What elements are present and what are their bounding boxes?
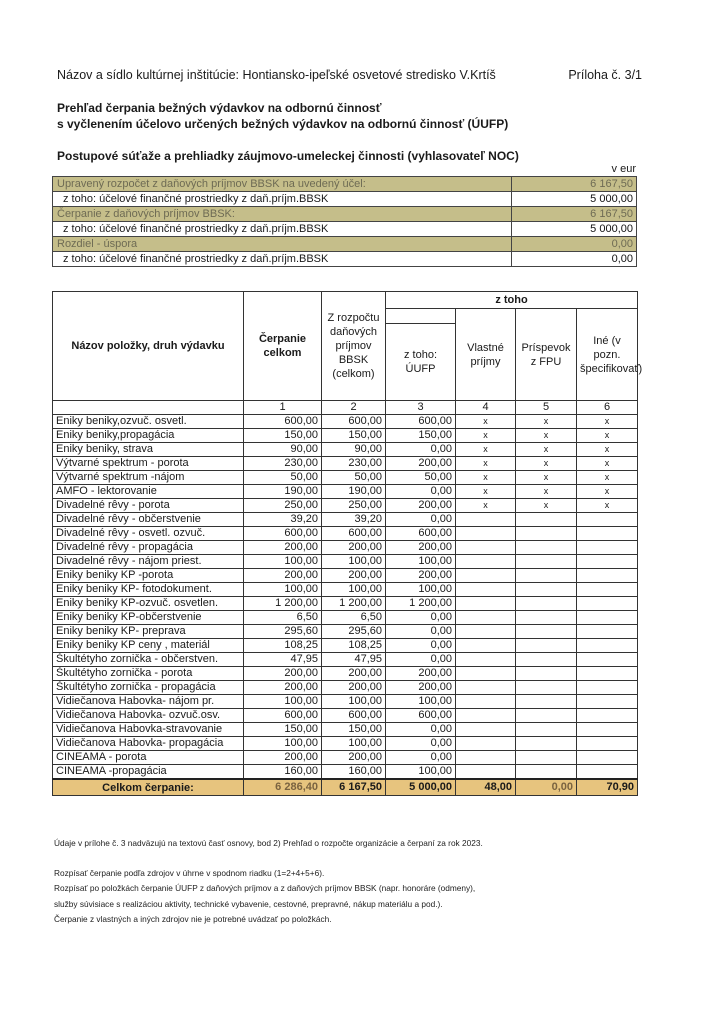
column-header-uufp: z toho: ÚUFP bbox=[386, 324, 456, 401]
total-amount: 6 286,40 bbox=[244, 779, 322, 796]
item-bbsk: 150,00 bbox=[322, 429, 386, 443]
table-row bbox=[53, 751, 638, 765]
item-uufp: 0,00 bbox=[386, 737, 456, 751]
item-uufp: 600,00 bbox=[386, 415, 456, 429]
item-own bbox=[456, 709, 516, 723]
item-other: x bbox=[577, 499, 638, 513]
item-total: 295,60 bbox=[244, 625, 322, 639]
table-row bbox=[53, 597, 638, 611]
item-own bbox=[456, 555, 516, 569]
item-own bbox=[456, 611, 516, 625]
table-row bbox=[53, 611, 638, 625]
item-bbsk: 200,00 bbox=[322, 681, 386, 695]
item-bbsk: 250,00 bbox=[322, 499, 386, 513]
summary-row bbox=[53, 192, 637, 207]
item-fpu bbox=[516, 541, 577, 555]
document-title-line-1: Prehľad čerpania bežných výdavkov na odbornú činnosť bbox=[57, 101, 382, 115]
item-other bbox=[577, 723, 638, 737]
document-subtitle: Postupové súťaže a prehliadky záujmovo-umeleckej činnosti (vyhlasovateľ NOC) bbox=[57, 149, 519, 163]
item-fpu bbox=[516, 597, 577, 611]
item-fpu: x bbox=[516, 457, 577, 471]
column-index: 6 bbox=[577, 401, 638, 415]
item-total: 200,00 bbox=[244, 751, 322, 765]
item-name: Eniky beniky KP-ozvuč. osvetlen. bbox=[53, 597, 244, 611]
column-index: 2 bbox=[322, 401, 386, 415]
column-header-fpu: Príspevok z FPU bbox=[516, 309, 577, 401]
table-row bbox=[53, 471, 638, 485]
item-bbsk: 1 200,00 bbox=[322, 597, 386, 611]
item-name: Divadelné rêvy - porota bbox=[53, 499, 244, 513]
item-uufp: 0,00 bbox=[386, 723, 456, 737]
item-total: 230,00 bbox=[244, 457, 322, 471]
table-row bbox=[53, 527, 638, 541]
item-own bbox=[456, 597, 516, 611]
total-label: Celkom čerpanie: bbox=[53, 779, 244, 796]
item-total: 6,50 bbox=[244, 611, 322, 625]
item-other bbox=[577, 513, 638, 527]
summary-row bbox=[53, 252, 637, 267]
item-total: 600,00 bbox=[244, 709, 322, 723]
currency-unit: v eur bbox=[611, 163, 636, 175]
item-other bbox=[577, 737, 638, 751]
item-name: AMFO - lektorovanie bbox=[53, 485, 244, 499]
note-1: Údaje v prílohe č. 3 nadväzujú na textovú časť osnovy, bod 2) Prehľad o rozpočte organizácie a čerpaní za rok 2023. bbox=[54, 838, 483, 848]
item-own bbox=[456, 583, 516, 597]
item-total: 50,00 bbox=[244, 471, 322, 485]
summary-value: 6 167,50 bbox=[512, 177, 637, 192]
column-index: 1 bbox=[244, 401, 322, 415]
item-name: Divadelné rêvy - nájom priest. bbox=[53, 555, 244, 569]
item-total: 100,00 bbox=[244, 695, 322, 709]
item-name: Eniky beniky KP ceny , materiál bbox=[53, 639, 244, 653]
item-own: x bbox=[456, 415, 516, 429]
item-own bbox=[456, 639, 516, 653]
item-uufp: 0,00 bbox=[386, 639, 456, 653]
item-name: Divadelné rêvy - osvetl. ozvuč. bbox=[53, 527, 244, 541]
summary-label: Rozdiel - úspora bbox=[53, 237, 512, 252]
summary-value: 5 000,00 bbox=[512, 222, 637, 237]
item-uufp: 0,00 bbox=[386, 751, 456, 765]
institution-name: Názov a sídlo kultúrnej inštitúcie: Hontiansko-ipeľské osvetové stredisko V.Krtíš bbox=[57, 68, 496, 82]
item-other bbox=[577, 751, 638, 765]
table-row bbox=[53, 695, 638, 709]
item-total: 100,00 bbox=[244, 583, 322, 597]
item-uufp: 100,00 bbox=[386, 555, 456, 569]
summary-value: 6 167,50 bbox=[512, 207, 637, 222]
item-uufp: 200,00 bbox=[386, 667, 456, 681]
item-fpu bbox=[516, 611, 577, 625]
item-other bbox=[577, 569, 638, 583]
summary-label: Čerpanie z daňových príjmov BBSK: bbox=[53, 207, 512, 222]
item-fpu bbox=[516, 639, 577, 653]
item-other: x bbox=[577, 457, 638, 471]
item-uufp: 0,00 bbox=[386, 611, 456, 625]
table-row bbox=[53, 443, 638, 457]
item-bbsk: 600,00 bbox=[322, 709, 386, 723]
item-name: Eniky beniky KP- fotodokument. bbox=[53, 583, 244, 597]
total-uufp: 5 000,00 bbox=[386, 779, 456, 796]
item-name: Vidiečanova Habovka- propagácia bbox=[53, 737, 244, 751]
table-row bbox=[53, 765, 638, 780]
item-uufp: 0,00 bbox=[386, 485, 456, 499]
table-row bbox=[53, 457, 638, 471]
item-name: Vidiečanova Habovka-stravovanie bbox=[53, 723, 244, 737]
item-fpu bbox=[516, 527, 577, 541]
item-other bbox=[577, 583, 638, 597]
item-fpu bbox=[516, 583, 577, 597]
column-header-name: Názov položky, druh výdavku bbox=[53, 292, 244, 401]
column-index: 5 bbox=[516, 401, 577, 415]
item-fpu: x bbox=[516, 485, 577, 499]
item-name: Eniky beniky,propagácia bbox=[53, 429, 244, 443]
item-other: x bbox=[577, 429, 638, 443]
item-bbsk: 6,50 bbox=[322, 611, 386, 625]
table-row bbox=[53, 723, 638, 737]
item-name: Škultétyho zornička - porota bbox=[53, 667, 244, 681]
item-uufp: 200,00 bbox=[386, 569, 456, 583]
item-uufp: 0,00 bbox=[386, 443, 456, 457]
column-index bbox=[53, 401, 244, 415]
item-bbsk: 160,00 bbox=[322, 765, 386, 780]
item-uufp: 150,00 bbox=[386, 429, 456, 443]
note-3: Rozpísať po položkách čerpanie ÚUFP z daňových príjmov a z daňových príjmov BBSK (napr. honoráre (odmeny), bbox=[54, 883, 476, 893]
item-total: 200,00 bbox=[244, 541, 322, 555]
item-name: Eniky beniky, strava bbox=[53, 443, 244, 457]
column-index: 3 bbox=[386, 401, 456, 415]
item-total: 190,00 bbox=[244, 485, 322, 499]
item-other bbox=[577, 611, 638, 625]
item-other bbox=[577, 667, 638, 681]
item-own: x bbox=[456, 499, 516, 513]
item-name: Eniky beniky KP -porota bbox=[53, 569, 244, 583]
item-fpu bbox=[516, 723, 577, 737]
item-own bbox=[456, 723, 516, 737]
item-uufp: 100,00 bbox=[386, 583, 456, 597]
item-other bbox=[577, 681, 638, 695]
table-row bbox=[53, 555, 638, 569]
item-total: 200,00 bbox=[244, 681, 322, 695]
item-fpu bbox=[516, 625, 577, 639]
item-other bbox=[577, 639, 638, 653]
item-bbsk: 190,00 bbox=[322, 485, 386, 499]
table-row bbox=[53, 485, 638, 499]
item-bbsk: 200,00 bbox=[322, 667, 386, 681]
summary-value: 0,00 bbox=[512, 237, 637, 252]
item-total: 100,00 bbox=[244, 737, 322, 751]
item-other bbox=[577, 653, 638, 667]
item-bbsk: 295,60 bbox=[322, 625, 386, 639]
total-bbsk: 6 167,50 bbox=[322, 779, 386, 796]
item-fpu: x bbox=[516, 429, 577, 443]
item-other bbox=[577, 527, 638, 541]
item-own bbox=[456, 765, 516, 780]
item-own bbox=[456, 653, 516, 667]
item-own bbox=[456, 541, 516, 555]
item-uufp: 200,00 bbox=[386, 681, 456, 695]
item-uufp: 600,00 bbox=[386, 527, 456, 541]
item-bbsk: 100,00 bbox=[322, 555, 386, 569]
summary-value: 0,00 bbox=[512, 252, 637, 267]
item-bbsk: 200,00 bbox=[322, 541, 386, 555]
expenditure-table bbox=[52, 291, 643, 796]
column-header-z-toho: z toho bbox=[386, 292, 638, 309]
item-fpu bbox=[516, 765, 577, 780]
item-bbsk: 100,00 bbox=[322, 737, 386, 751]
table-row bbox=[53, 569, 638, 583]
item-own: x bbox=[456, 443, 516, 457]
item-bbsk: 50,00 bbox=[322, 471, 386, 485]
item-name: CINEAMA - porota bbox=[53, 751, 244, 765]
summary-row bbox=[53, 222, 637, 237]
item-uufp: 100,00 bbox=[386, 695, 456, 709]
item-total: 150,00 bbox=[244, 429, 322, 443]
item-own bbox=[456, 625, 516, 639]
item-total: 600,00 bbox=[244, 527, 322, 541]
table-row bbox=[53, 667, 638, 681]
table-row bbox=[53, 541, 638, 555]
item-total: 600,00 bbox=[244, 415, 322, 429]
column-index-row bbox=[53, 401, 638, 415]
table-row bbox=[53, 625, 638, 639]
item-own: x bbox=[456, 457, 516, 471]
item-total: 39,20 bbox=[244, 513, 322, 527]
item-uufp: 50,00 bbox=[386, 471, 456, 485]
summary-row bbox=[53, 207, 637, 222]
item-bbsk: 600,00 bbox=[322, 415, 386, 429]
item-bbsk: 200,00 bbox=[322, 751, 386, 765]
item-bbsk: 200,00 bbox=[322, 569, 386, 583]
item-total: 160,00 bbox=[244, 765, 322, 780]
item-bbsk: 90,00 bbox=[322, 443, 386, 457]
item-other bbox=[577, 765, 638, 780]
item-uufp: 100,00 bbox=[386, 765, 456, 780]
item-name: Vidiečanova Habovka- ozvuč.osv. bbox=[53, 709, 244, 723]
item-own: x bbox=[456, 429, 516, 443]
item-own: x bbox=[456, 485, 516, 499]
summary-value: 5 000,00 bbox=[512, 192, 637, 207]
item-name: Výtvarné spektrum -nájom bbox=[53, 471, 244, 485]
item-own bbox=[456, 527, 516, 541]
item-own: x bbox=[456, 471, 516, 485]
item-uufp: 0,00 bbox=[386, 513, 456, 527]
item-total: 90,00 bbox=[244, 443, 322, 457]
table-row bbox=[53, 681, 638, 695]
item-fpu bbox=[516, 667, 577, 681]
item-name: Eniky beniky KP- preprava bbox=[53, 625, 244, 639]
item-own bbox=[456, 681, 516, 695]
item-fpu bbox=[516, 695, 577, 709]
item-total: 100,00 bbox=[244, 555, 322, 569]
summary-label: z toho: účelové finančné prostriedky z daň.príjm.BBSK bbox=[53, 222, 512, 237]
item-uufp: 600,00 bbox=[386, 709, 456, 723]
item-own bbox=[456, 667, 516, 681]
item-other bbox=[577, 555, 638, 569]
total-fpu: 0,00 bbox=[516, 779, 577, 796]
item-bbsk: 39,20 bbox=[322, 513, 386, 527]
item-bbsk: 108,25 bbox=[322, 639, 386, 653]
column-header-bbsk: Z rozpočtu daňových príjmov BBSK (celkom) bbox=[322, 292, 386, 401]
item-fpu: x bbox=[516, 443, 577, 457]
item-total: 250,00 bbox=[244, 499, 322, 513]
table-row bbox=[53, 513, 638, 527]
item-uufp: 1 200,00 bbox=[386, 597, 456, 611]
table-row bbox=[53, 653, 638, 667]
note-5: Čerpanie z vlastných a iných zdrojov nie je potrebné uvádzať po položkách. bbox=[54, 914, 332, 924]
item-uufp: 0,00 bbox=[386, 653, 456, 667]
item-uufp: 0,00 bbox=[386, 625, 456, 639]
column-header-other: Iné (v pozn. špecifikovať) bbox=[577, 309, 638, 401]
item-bbsk: 100,00 bbox=[322, 695, 386, 709]
item-bbsk: 230,00 bbox=[322, 457, 386, 471]
item-fpu bbox=[516, 751, 577, 765]
table-row bbox=[53, 583, 638, 597]
item-uufp: 200,00 bbox=[386, 457, 456, 471]
item-fpu bbox=[516, 737, 577, 751]
column-header-total: Čerpanie celkom bbox=[244, 292, 322, 401]
item-fpu bbox=[516, 681, 577, 695]
item-fpu: x bbox=[516, 471, 577, 485]
item-other bbox=[577, 709, 638, 723]
table-row bbox=[53, 415, 638, 429]
item-bbsk: 150,00 bbox=[322, 723, 386, 737]
item-bbsk: 600,00 bbox=[322, 527, 386, 541]
item-own bbox=[456, 737, 516, 751]
item-name: Eniky beniky,ozvuč. osvetl. bbox=[53, 415, 244, 429]
item-own bbox=[456, 695, 516, 709]
annex-number: Príloha č. 3/1 bbox=[568, 68, 642, 82]
item-other: x bbox=[577, 471, 638, 485]
table-row bbox=[53, 639, 638, 653]
summary-label: z toho: účelové finančné prostriedky z daň.príjm.BBSK bbox=[53, 252, 512, 267]
item-name: Divadelné rêvy - propagácia bbox=[53, 541, 244, 555]
item-total: 47,95 bbox=[244, 653, 322, 667]
item-name: Výtvarné spektrum - porota bbox=[53, 457, 244, 471]
item-other: x bbox=[577, 443, 638, 457]
summary-row bbox=[53, 237, 637, 252]
item-name: Škultétyho zornička - občerstven. bbox=[53, 653, 244, 667]
summary-label: z toho: účelové finančné prostriedky z daň.príjm.BBSK bbox=[53, 192, 512, 207]
item-fpu: x bbox=[516, 415, 577, 429]
item-uufp: 200,00 bbox=[386, 499, 456, 513]
table-row bbox=[53, 709, 638, 723]
item-fpu bbox=[516, 569, 577, 583]
item-fpu bbox=[516, 653, 577, 667]
total-own: 48,00 bbox=[456, 779, 516, 796]
item-name: Divadelné rêvy - občerstvenie bbox=[53, 513, 244, 527]
item-bbsk: 47,95 bbox=[322, 653, 386, 667]
note-2: Rozpísať čerpanie podľa zdrojov v úhrne v spodnom riadku (1=2+4+5+6). bbox=[54, 868, 325, 878]
item-bbsk: 100,00 bbox=[322, 583, 386, 597]
summary-row bbox=[53, 177, 637, 192]
item-name: Eniky beniky KP-občerstvenie bbox=[53, 611, 244, 625]
item-own bbox=[456, 751, 516, 765]
item-other: x bbox=[577, 485, 638, 499]
item-fpu: x bbox=[516, 499, 577, 513]
item-total: 150,00 bbox=[244, 723, 322, 737]
item-fpu bbox=[516, 555, 577, 569]
item-own bbox=[456, 513, 516, 527]
column-header-own: Vlastné príjmy bbox=[456, 309, 516, 401]
item-other bbox=[577, 597, 638, 611]
column-header-empty bbox=[386, 309, 456, 324]
table-row bbox=[53, 429, 638, 443]
item-total: 200,00 bbox=[244, 569, 322, 583]
item-own bbox=[456, 569, 516, 583]
item-other bbox=[577, 695, 638, 709]
item-total: 108,25 bbox=[244, 639, 322, 653]
table-row bbox=[53, 737, 638, 751]
item-uufp: 200,00 bbox=[386, 541, 456, 555]
document-title-line-2: s vyčlenením účelovo určených bežných výdavkov na odbornú činnosť (ÚUFP) bbox=[57, 117, 509, 131]
summary-label: Upravený rozpočet z daňových príjmov BBSK na uvedený účel: bbox=[53, 177, 512, 192]
item-name: CINEAMA -propagácia bbox=[53, 765, 244, 780]
item-total: 1 200,00 bbox=[244, 597, 322, 611]
item-name: Vidiečanova Habovka- nájom pr. bbox=[53, 695, 244, 709]
item-fpu bbox=[516, 513, 577, 527]
budget-summary-table bbox=[52, 176, 637, 267]
total-row bbox=[53, 779, 638, 796]
item-other bbox=[577, 625, 638, 639]
item-other bbox=[577, 541, 638, 555]
item-other: x bbox=[577, 415, 638, 429]
table-row bbox=[53, 499, 638, 513]
column-index: 4 bbox=[456, 401, 516, 415]
item-fpu bbox=[516, 709, 577, 723]
item-name: Škultétyho zornička - propagácia bbox=[53, 681, 244, 695]
item-total: 200,00 bbox=[244, 667, 322, 681]
note-4: služby súvisiace s realizáciou aktivity, technické vybavenie, cestovné, prepravné, nákup materiálu a pod.). bbox=[54, 899, 443, 909]
total-other: 70,90 bbox=[577, 779, 638, 796]
